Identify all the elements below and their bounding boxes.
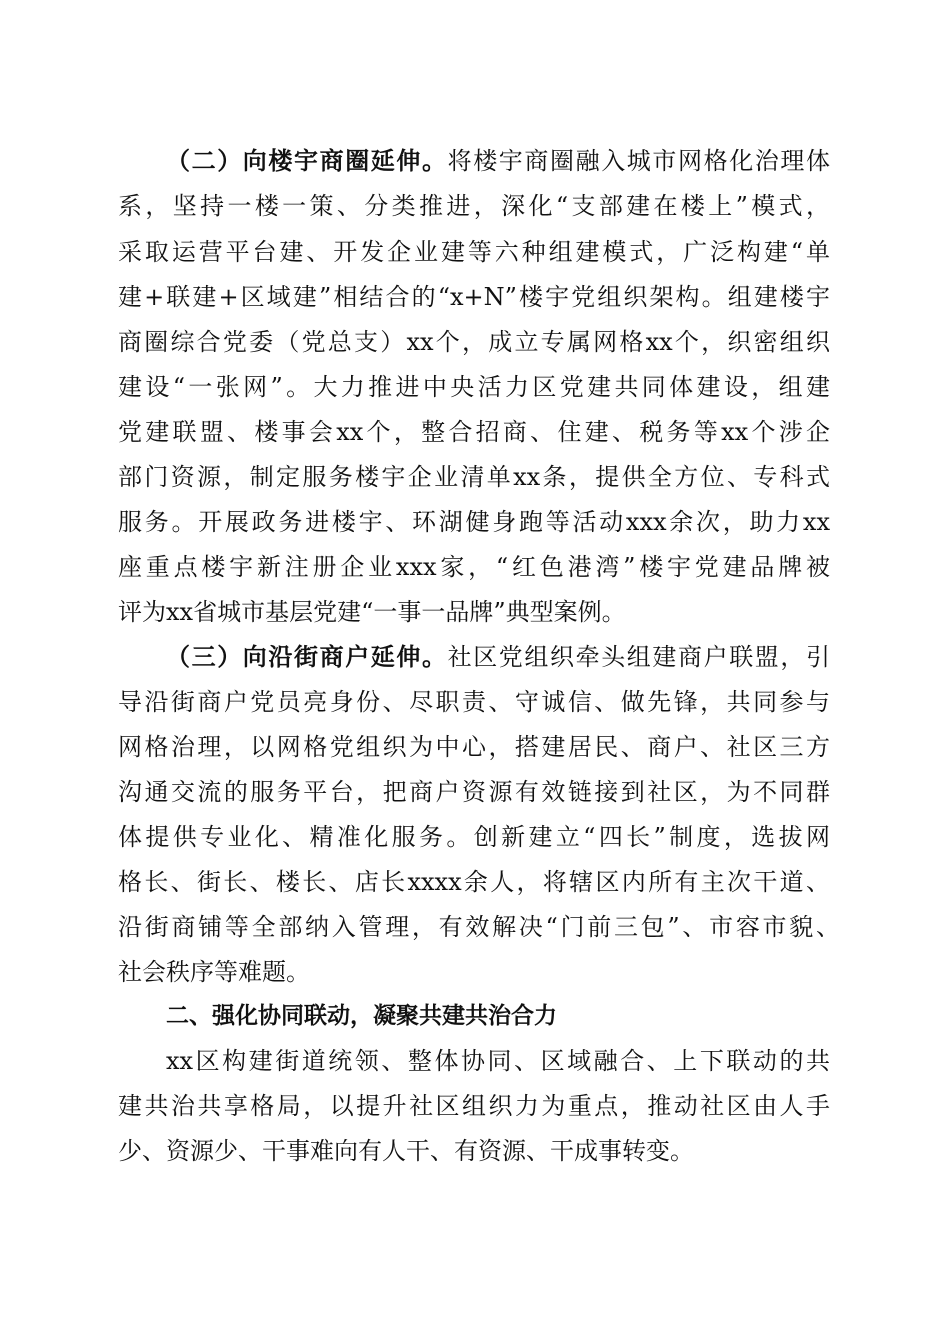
paragraph-line: 服务。开展政务进楼宇、环湖健身跑等活动xxx余次，助力xx [118, 508, 830, 536]
paragraph-line: 采取运营平台建、开发企业建等六种组建模式，广泛构建“单 [118, 238, 830, 266]
paragraph-line: 网格治理，以网格党组织为中心，搭建居民、商户、社区三方 [118, 733, 830, 761]
paragraph-line: 沿街商铺等全部纳入管理，有效解决“门前三包”、市容市貌、 [118, 913, 840, 941]
paragraph-line: 部门资源，制定服务楼宇企业清单xx条，提供全方位、专科式 [118, 463, 830, 491]
paragraph-line: xx区构建街道统领、整体协同、区域融合、上下联动的共 [166, 1047, 830, 1075]
paragraph-line [166, 146, 830, 176]
paragraph-line: 少、资源少、干事难向有人干、有资源、干成事转变。 [118, 1137, 694, 1165]
paragraph-line [166, 642, 830, 672]
paragraph-text: 将楼宇商圈融入城市网格化治理体 [447, 147, 831, 175]
paragraph-line: 格长、街长、楼长、店长xxxx余人，将辖区内所有主次干道、 [118, 868, 830, 896]
paragraph-line: 社会秩序等难题。 [118, 958, 310, 986]
paragraph-line: 建+联建+区域建”相结合的“x+N”楼宇党组织架构。组建楼宇 [118, 283, 830, 311]
paragraph-line: 体提供专业化、精准化服务。创新建立“四长”制度，选拔网 [118, 823, 830, 851]
paragraph-line: 评为xx省城市基层党建“一事一品牌”典型案例。 [118, 598, 626, 626]
paragraph-line: 党建联盟、楼事会xx个，整合招商、住建、税务等xx个涉企 [118, 418, 830, 446]
paragraph-line: 系，坚持一楼一策、分类推进，深化“支部建在楼上”模式， [118, 192, 830, 220]
section-heading: 二、强化协同联动，凝聚共建共治合力 [166, 1003, 557, 1029]
paragraph-line: 建设“一张网”。大力推进中央活力区党建共同体建设，组建 [118, 373, 830, 401]
paragraph-line: 沟通交流的服务平台，把商户资源有效链接到社区，为不同群 [118, 778, 830, 806]
paragraph-line: 建共治共享格局，以提升社区组织力为重点，推动社区由人手 [118, 1092, 830, 1120]
paragraph-text: 社区党组织牵头组建商户联盟，引 [447, 643, 831, 671]
subsection-heading: （三）向沿街商户延伸。 [166, 642, 448, 671]
paragraph-line: 商圈综合党委（党总支）xx个，成立专属网格xx个，织密组织 [118, 328, 830, 356]
subsection-heading: （二）向楼宇商圈延伸。 [166, 146, 448, 175]
paragraph-line: 座重点楼宇新注册企业xxx家，“红色港湾”楼宇党建品牌被 [118, 553, 830, 581]
paragraph-line: 导沿街商户党员亮身份、尽职责、守诚信、做先锋，共同参与 [118, 688, 830, 716]
